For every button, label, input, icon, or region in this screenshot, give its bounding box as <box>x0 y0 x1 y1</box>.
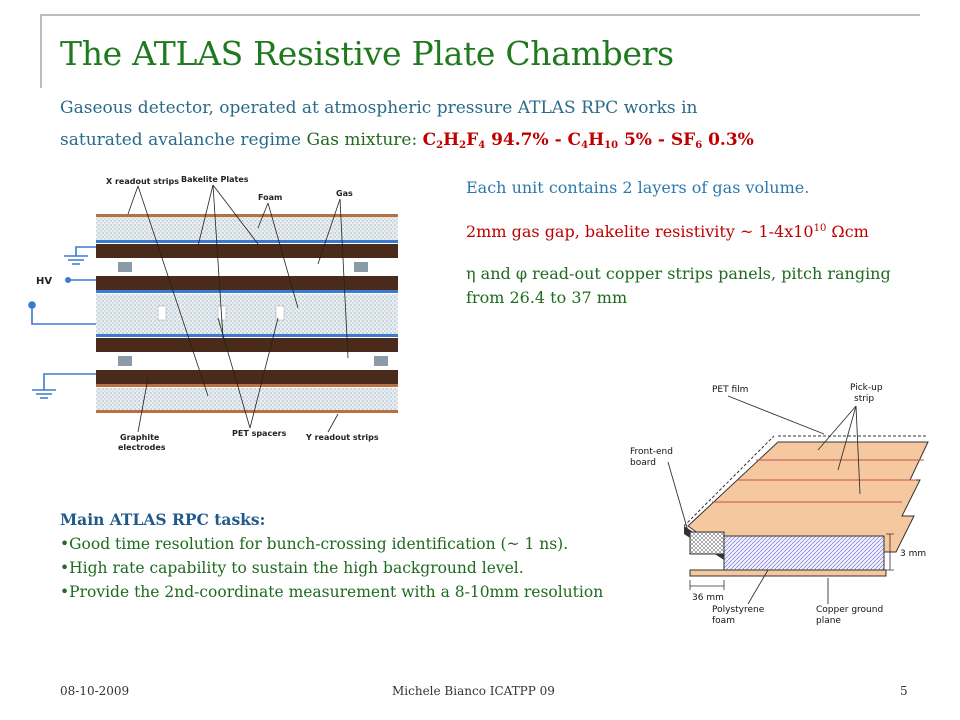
label-graphite-2: electrodes <box>118 443 166 452</box>
task-item: •High rate capability to sustain the high background level. <box>60 559 524 577</box>
info-and: and <box>475 264 516 283</box>
bakelite-plate <box>96 244 398 258</box>
info-unit: Ωcm <box>826 222 869 241</box>
label-foam: Foam <box>258 193 283 202</box>
label-ground-1: Copper ground <box>816 605 884 615</box>
pet-spacer <box>158 306 166 320</box>
front-end-board <box>690 532 724 554</box>
label-polystyrene-1: Polystyrene <box>712 605 765 615</box>
gas-mixture-label: Gas mixture: <box>306 130 418 150</box>
label-pickup-2: strip <box>854 394 875 404</box>
foam-layer <box>96 388 398 410</box>
info-gas-gap-text: 2mm gas gap, bakelite resistivity ~ 1-4x10 <box>466 222 814 241</box>
task-item: •Good time resolution for bunch-crossing identification (~ 1 ns). <box>60 535 569 553</box>
label-hv: HV <box>36 276 53 287</box>
eta-symbol: η <box>466 264 476 283</box>
label-pickup-1: Pick-up <box>850 383 883 393</box>
task-item-text: Good time resolution for bunch-crossing identification (~ 1 ns). <box>69 535 569 553</box>
copper-strip <box>96 240 398 243</box>
slide-title: The ATLAS Resistive Plate Chambers <box>60 34 674 73</box>
formula-sub: 10 <box>604 140 619 151</box>
pet-spacer <box>276 306 284 320</box>
intro-line-1: Gaseous detector, operated at atmospheric pressure ATLAS RPC works in <box>60 98 698 118</box>
task-item-text: Provide the 2nd-coordinate measurement with a 8-10mm resolution <box>69 583 604 601</box>
foam-layer <box>96 294 398 336</box>
info-readout-text: read-out copper strips panels, pitch ranging from 26.4 to 37 mm <box>466 264 891 307</box>
label-polystyrene-2: foam <box>712 616 735 626</box>
hv-terminal <box>65 277 71 283</box>
label-gas: Gas <box>336 189 353 198</box>
formula-sub: 2 <box>436 140 444 151</box>
bakelite-plate <box>96 370 398 384</box>
info-readout-strips <box>466 262 906 310</box>
label-graphite-1: Graphite <box>120 433 160 442</box>
formula-sub: 4 <box>581 140 589 151</box>
formula-part: H <box>443 130 460 150</box>
footer-author: Michele Bianco ICATPP 09 <box>392 684 555 698</box>
label-3mm: 3 mm <box>900 549 927 559</box>
tasks-section <box>60 508 603 604</box>
label-y-strips: Y readout strips <box>306 433 379 442</box>
rpc-cross-section-diagram <box>18 168 418 458</box>
gas-mixture-formula <box>423 130 754 150</box>
formula-part: 5% - SF <box>618 130 696 150</box>
formula-part: 0.3% <box>702 130 754 150</box>
formula-part: H <box>588 130 605 150</box>
intro-line-2-text: saturated avalanche regime <box>60 130 302 150</box>
slide-frame-horizontal <box>40 14 920 16</box>
copper-ground-plane <box>690 570 886 576</box>
phi-symbol: φ <box>515 264 528 283</box>
hv-wiring <box>29 247 96 398</box>
info-gas-layers: Each unit contains 2 layers of gas volume. <box>466 178 810 197</box>
formula-sub: 4 <box>478 140 486 151</box>
formula-sub: 2 <box>459 140 467 151</box>
footer-page-number: 5 <box>900 684 908 698</box>
foam-layer <box>96 216 398 240</box>
formula-part: C <box>422 130 437 150</box>
bakelite-plate <box>96 338 398 352</box>
info-exponent: 10 <box>813 223 827 234</box>
copper-strip <box>96 214 398 217</box>
formula-part: F <box>466 130 479 150</box>
bakelite-plate <box>96 276 398 290</box>
task-item: •Provide the 2nd-coordinate measurement with a 8-10mm resolution <box>60 583 604 601</box>
label-ground-2: plane <box>816 616 841 626</box>
pet-spacer <box>118 356 132 366</box>
label-pet-film: PET film <box>712 385 749 395</box>
label-pet: PET spacers <box>232 429 287 438</box>
tasks-title: Main ATLAS RPC tasks: <box>60 510 266 529</box>
pet-spacer <box>374 356 388 366</box>
intro-line-2 <box>60 130 754 150</box>
copper-strip <box>96 290 398 293</box>
formula-part: 94.7% - C <box>485 130 582 150</box>
label-36mm: 36 mm <box>692 593 724 603</box>
pet-spacer <box>118 262 132 272</box>
copper-strip <box>96 384 398 387</box>
label-bakelite: Bakelite Plates <box>181 175 249 184</box>
formula-sub: 6 <box>695 140 703 151</box>
task-item-text: High rate capability to sustain the high background level. <box>69 559 524 577</box>
rpc-perspective-diagram <box>628 376 946 638</box>
info-gas-gap <box>466 220 869 244</box>
copper-strip <box>96 334 398 337</box>
label-x-strips: X readout strips <box>106 177 180 186</box>
label-frontend-2: board <box>630 458 656 468</box>
footer-date: 08-10-2009 <box>60 684 130 698</box>
polystyrene-foam <box>724 536 884 570</box>
pet-spacer <box>354 262 368 272</box>
slide-frame-vertical <box>40 14 42 88</box>
label-frontend-1: Front-end <box>630 447 673 457</box>
